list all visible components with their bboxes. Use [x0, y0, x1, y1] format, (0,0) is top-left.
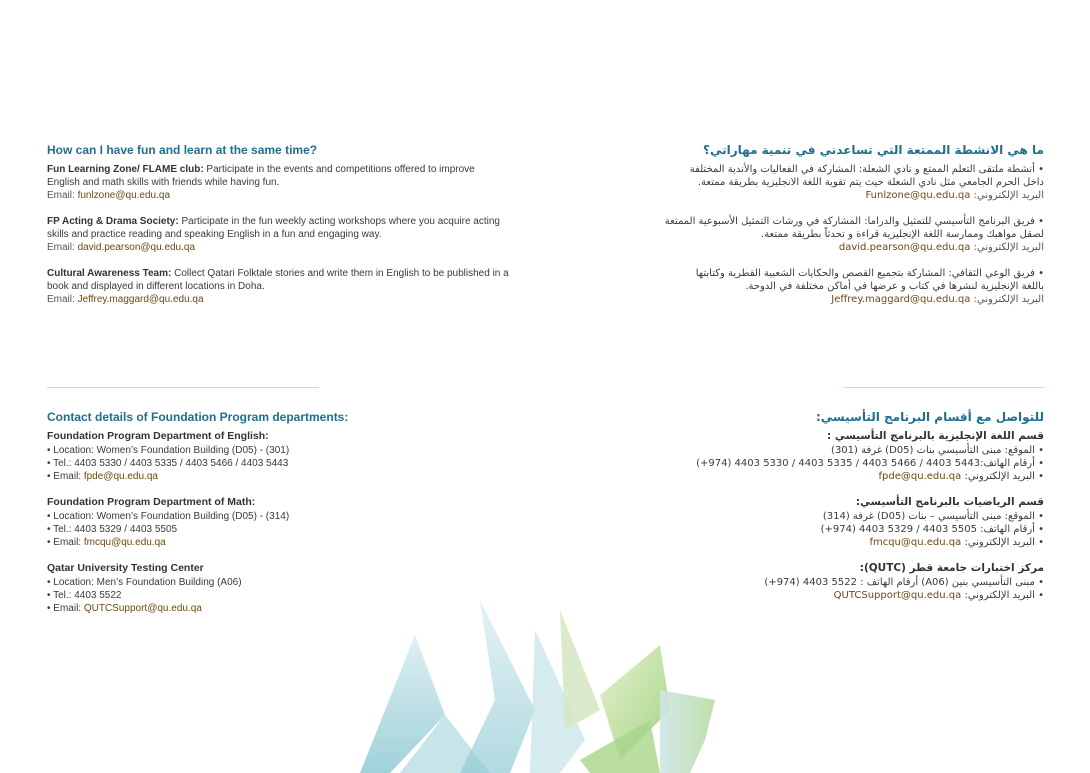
- activity-title: FP Acting & Drama Society:: [47, 216, 179, 227]
- activity-item-ar: • فريق الوعي الثقافي: المشاركة بتجميع القصص والحكايات الشعبية القطرية وكتابتها باللغة الإنجليزية لنشرها في كتاب و عرضها في أماكن مختلفة في الدوحة. البريد الإلكتروني: Jeffrey.maggard@qu.edu.qa: [695, 268, 1044, 305]
- email-link[interactable]: david.pearson@qu.edu.qa: [77, 242, 196, 253]
- contact-heading-ar: للتواصل مع أقسام البرنامج التأسيسي:: [815, 410, 1044, 424]
- fun-activities-en: [47, 143, 517, 319]
- fun-heading-ar: ما هي الانشطة الممتعة التي تساعدني في تنمية مهاراتي؟: [703, 143, 1044, 157]
- email-link[interactable]: Funlzone@qu.edu.qa: [865, 190, 971, 201]
- decorative-geometric-art: [360, 590, 720, 773]
- activity-item-ar: • أنشطة ملتقى التعلم الممتع و نادي الشعلة: المشاركة في الفعاليات والأندية المختلفة داخل الحرم الجامعي مثل نادي الشعلة حيث يتم تقوية اللغة الانجليزية بطريقة ممتعة. البريد الإلكتروني: Funlzone@qu.edu.qa: [689, 164, 1044, 201]
- email-link[interactable]: Jeffrey.maggard@qu.edu.qa: [831, 294, 971, 305]
- department-block: Foundation Program Department of English: • Location: Women’s Foundation Building (D05) - (301) • Tel.: 4403 5330 / 4403 5335 / 4403 5466 / 4403 5443 • Email: fpde@qu.edu.qa: [47, 430, 517, 483]
- activity-title: Cultural Awareness Team:: [47, 268, 172, 279]
- department-block: Qatar University Testing Center • Location: Men’s Foundation Building (A06) • Tel.: 4403 5522 • Email: QUTCSupport@qu.edu.qa: [47, 562, 517, 615]
- department-block-ar: مركز اختبارات جامعة قطر (QUTC): • مبنى التأسيسي بنين (A06) أرقام الهاتف : 5522 4403 (974+) • البريد الإلكتروني: QUTCSupport@qu.edu.qa: [574, 562, 1044, 602]
- email-link[interactable]: QUTCSupport@qu.edu.qa: [833, 590, 962, 601]
- email-link[interactable]: QUTCSupport@qu.edu.qa: [83, 603, 202, 614]
- department-title: مركز اختبارات جامعة قطر (QUTC):: [859, 562, 1044, 574]
- department-title: قسم اللغة الإنجليزية بالبرنامج التأسيسي :: [826, 430, 1044, 442]
- email-link[interactable]: funlzone@qu.edu.qa: [77, 190, 171, 201]
- activity-item: Cultural Awareness Team: Collect Qatari Folktale stories and write them in English to be published in a book and displayed in different locations in Doha. Email: Jeffrey.maggard@qu.edu.qa: [47, 268, 509, 305]
- department-block-ar: قسم اللغة الإنجليزية بالبرنامج التأسيسي : • الموقع: مبنى التأسيسي بنات (D05) غرفة (301) • أرقام الهاتف:5443 4403 / 5466 4403 / 5335 4403 / 5330 4403 (974+) • البريد الإلكتروني: fpde@qu.edu.qa: [574, 430, 1044, 483]
- fun-heading: How can I have fun and learn at the same time?: [47, 143, 318, 157]
- email-link[interactable]: fpde@qu.edu.qa: [878, 471, 962, 482]
- department-title: قسم الرياضيات بالبرنامج التأسيسي:: [855, 496, 1044, 508]
- activity-title: Fun Learning Zone/ FLAME club:: [47, 164, 204, 175]
- email-link[interactable]: fmcqu@qu.edu.qa: [83, 537, 166, 548]
- email-link[interactable]: Jeffrey.maggard@qu.edu.qa: [77, 294, 204, 305]
- activity-item: FP Acting & Drama Society: Participate in the fun weekly acting workshops where you acquire acting skills and practice reading and speaking English in a fun and engaging way. Email: david.pearson@qu.edu.qa: [47, 216, 500, 253]
- email-link[interactable]: fmcqu@qu.edu.qa: [869, 537, 962, 548]
- department-title: Qatar University Testing Center: [47, 562, 204, 574]
- contacts-ar: [574, 410, 1044, 615]
- fun-activities-ar: [574, 143, 1044, 319]
- email-link[interactable]: fpde@qu.edu.qa: [83, 471, 158, 482]
- activity-item-ar: • فريق البرنامج التأسيسي للتمثيل والدراما: المشاركة في ورشات التمثيل الأسبوعية الممتعة لصقل مواهبك وممارسة اللغة الإنجليزية قراءة و تحدثاً بطريقة ممتعة. البريد الإلكتروني: david.pearson@qu.edu.qa: [664, 216, 1044, 253]
- email-link[interactable]: david.pearson@qu.edu.qa: [838, 242, 971, 253]
- divider: [47, 387, 319, 388]
- department-block: Foundation Program Department of Math: • Location: Women’s Foundation Building (D05) - (314) • Tel.: 4403 5329 / 4403 5505 • Email: fmcqu@qu.edu.qa: [47, 496, 517, 549]
- activity-item: Fun Learning Zone/ FLAME club: Participate in the events and competitions offered to improve English and math skills with friends while having fun. Email: funlzone@qu.edu.qa: [47, 164, 475, 201]
- department-title: Foundation Program Department of English:: [47, 430, 269, 442]
- department-title: Foundation Program Department of Math:: [47, 496, 256, 508]
- divider: [843, 387, 1045, 388]
- department-block-ar: قسم الرياضيات بالبرنامج التأسيسي: • الموقع: مبنى التأسيسي – بنات (D05) غرفة (314) • أرقام الهاتف: 5505 4403 / 5329 4403 (974+) • البريد الإلكتروني: fmcqu@qu.edu.qa: [574, 496, 1044, 549]
- contact-heading: Contact details of Foundation Program departments:: [47, 410, 349, 424]
